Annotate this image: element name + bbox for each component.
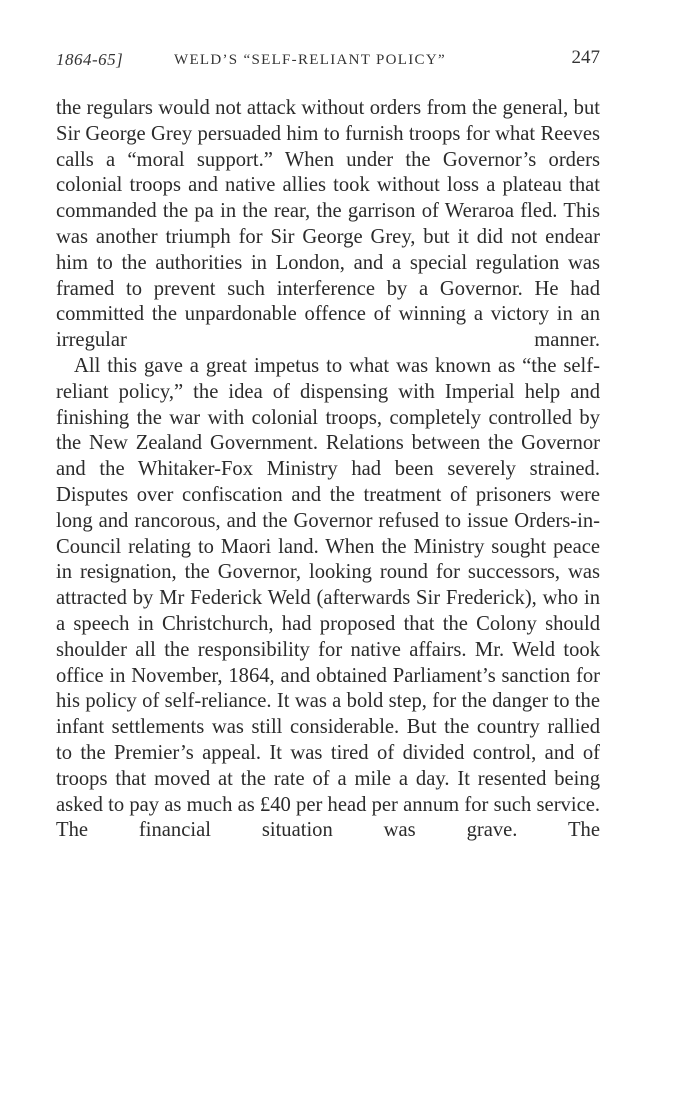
book-page: [56, 44, 600, 844]
header-year-range: 1864-65]: [56, 50, 124, 69]
paragraph-1: the regulars would not attack without orders from the general, but Sir George Grey persuaded him to furnish troops for what Reeves calls a “moral support.” When under the Governor’s orders colonial troops and native allies took without loss a plateau that commanded the pa in the rear, the garrison of Weraroa fled. This was another triumph for Sir George Grey, but it did not endear him to the authorities in London, and a special regulation was framed to prevent such interference by a Governor. He had committed the unpardonable offence of winning a victory in an irregular manner.: [56, 97, 600, 352]
body-text: [56, 96, 600, 844]
paragraph-2: All this gave a great impetus to what was known as “the self-reliant policy,” the idea of dispensing with Imperial help and finishing the war with colonial troops, completely controlled by the New Zealand Government. Relations between the Governor and the Whitaker-Fox Ministry had been severely strained. Disputes over confiscation and the treatment of prisoners were long and rancorous, and the Governor refused to issue Orders-in-Council relating to Maori land. When the Ministry sought peace in resignation, the Governor, looking round for successors, was attracted by Mr Federick Weld (afterwards Sir Frederick), who in a speech in Christchurch, had proposed that the Colony should shoulder all the responsibility for native affairs. Mr. Weld took office in November, 1864, and obtained Parliament’s sanction for his policy of self-reliance. It was a bold step, for the danger to the infant settlements was still considerable. But the country rallied to the Premier’s appeal. It was tired of divided control, and of troops that moved at the rate of a mile a day. It resented being asked to pay as much as £40 per head per annum for such service. The financial situation was grave. The: [56, 354, 600, 842]
header-chapter-title: WELD’S “SELF-RELIANT POLICY”: [174, 52, 446, 68]
running-head: [56, 44, 600, 74]
page-number: 247: [571, 47, 600, 68]
